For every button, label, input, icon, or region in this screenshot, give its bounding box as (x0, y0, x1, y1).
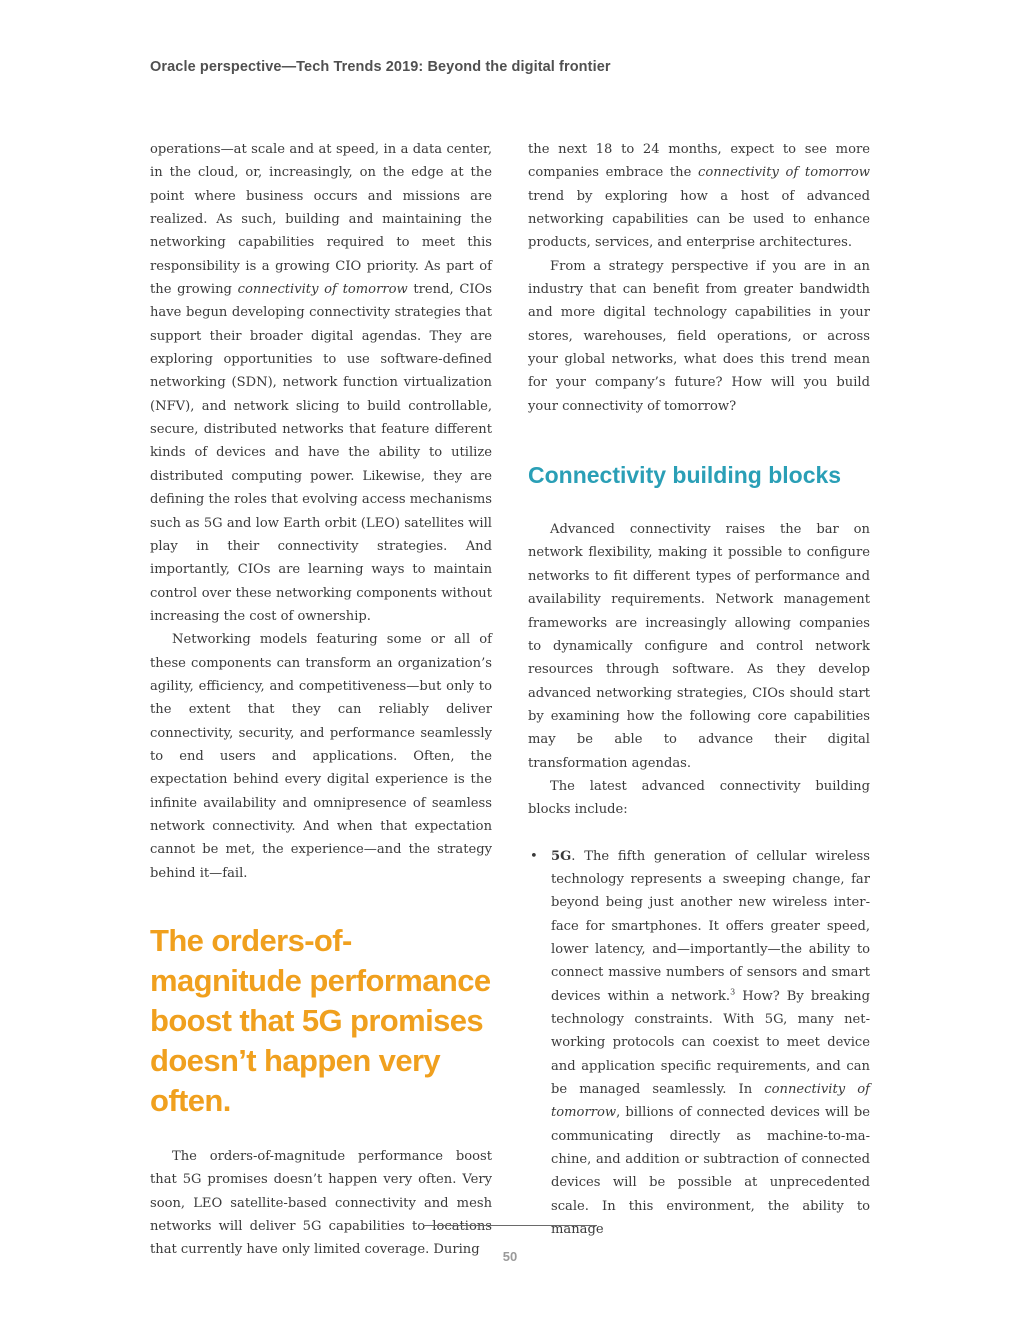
bullet-icon: • (530, 848, 538, 864)
page-number: 50 (502, 1249, 518, 1264)
bullet-heading: 5G (551, 848, 572, 864)
bullet-emphasis: connectivity of tomorrow (551, 1082, 871, 1121)
right-p1-text-a: the next 18 to 24 months, expect to see more companies embrace the (528, 142, 870, 181)
running-header: Oracle perspective—Tech Trends 2019: Beyond the digital frontier (150, 59, 611, 75)
right-p1-emphasis: connectivity of tomorrow (698, 165, 870, 181)
bullet-text-b: How? By breaking technology constraints. With 5G, many networking protocols can coexist to meet device and application specific requirements, and can be managed seamlessly. In (551, 988, 870, 1098)
pull-quote: The orders-of-magnitude performance boost that 5G promises doesn’t happen very often. (150, 923, 491, 1118)
section-heading: Connectivity building blocks (528, 462, 842, 489)
bullet-text-c: , billions of connected devices will be communicating directly as machine-to-machine, and addition or subtraction of connected devices will be possible at unprecedented scale. In this environment, the ability to manage (551, 1105, 870, 1238)
footer-divider (423, 1225, 597, 1226)
right-paragraph-4: The latest advanced connectivity building blocks include: (528, 778, 870, 818)
right-paragraph-2: From a strategy perspective if you are in an industry that can benefit from greater bandwidth and more digital technology capabilities in your stores, warehouses, field operations, or across your global networks, what does this trend mean for your company’s future? How will you build your connectivity of tomorrow? (528, 258, 870, 414)
left-column (150, 138, 492, 1262)
left-p1-text-a: operations—at scale and at speed, in a data center, in the cloud, or, increasingly, on the edge at the point where business occurs and missions are realized. As such, building and maintaining the networking capabilities required to meet this responsibility is a growing CIO priority. As part of the growing (150, 142, 492, 298)
right-paragraph-3: Advanced connectivity raises the bar on network flexibility, making it possible to configure networks to fit different types of performance and availability requirements. Network management frameworks are increasingly allowing companies to dynamically configure and control network resources through software. As they develop advanced networking strategies, CIOs should start by examining how the following core capabilities may be able to advance their digital transformation agendas. (528, 522, 870, 771)
list-item (528, 845, 870, 1242)
left-p1-text-b: trend, CIOs have begun developing connectivity strategies that support their broader digital agendas. They are exploring opportunities to use software-defined networking (SDN), network function virtualization (NFV), and network slicing to build controllable, secure, distributed networks that feature different kinds of devices and have the ability to utilize distributed computing power. Likewise, they are defining the roles that evolving access mechanisms such as 5G and low Earth orbit (LEO) satellites will play in their connectivity strategies. And importantly, CIOs are learning ways to maintain control over these networking components without increasing the cost of ownership. (150, 282, 493, 624)
bullet-text-a: . The fifth generation of cellular wireless technology represents a sweeping change, far beyond being just another new wireless interface for smartphones. It offers greater speed, lower latency, and—importantly—the ability to connect massive numbers of sensors and smart devices within a network. (551, 848, 870, 1004)
right-p1-text-b: trend by exploring how a host of advanced networking capabilities can be used to enhance products, services, and enterprise architectures. (528, 188, 870, 251)
right-paragraph-1 (528, 138, 870, 255)
right-column (528, 138, 870, 1241)
left-paragraph-3: The orders-of-magnitude performance boost that 5G promises doesn’t happen very often. Very soon, LEO satellite-based connectivity and mesh networks will deliver 5G capabilities to locations that currently have only limited coverage. During (150, 1149, 492, 1258)
left-p1-emphasis: connectivity of tomorrow (237, 282, 408, 298)
footnote-marker: 3 (730, 987, 736, 997)
building-blocks-list (528, 845, 870, 1242)
left-paragraph-2: Networking models featuring some or all of these components can transform an organization’s agility, efficiency, and competitiveness—but only to the extent that they can reliably deliver connectivity, security, and performance seamlessly to end users and applications. Often, the expectation behind every digital experience is the infinite availability and omnipresence of seamless network connectivity. And when that expectation cannot be met, the experience—and the strategy behind it—fail. (150, 632, 492, 881)
left-paragraph-1 (150, 138, 492, 628)
